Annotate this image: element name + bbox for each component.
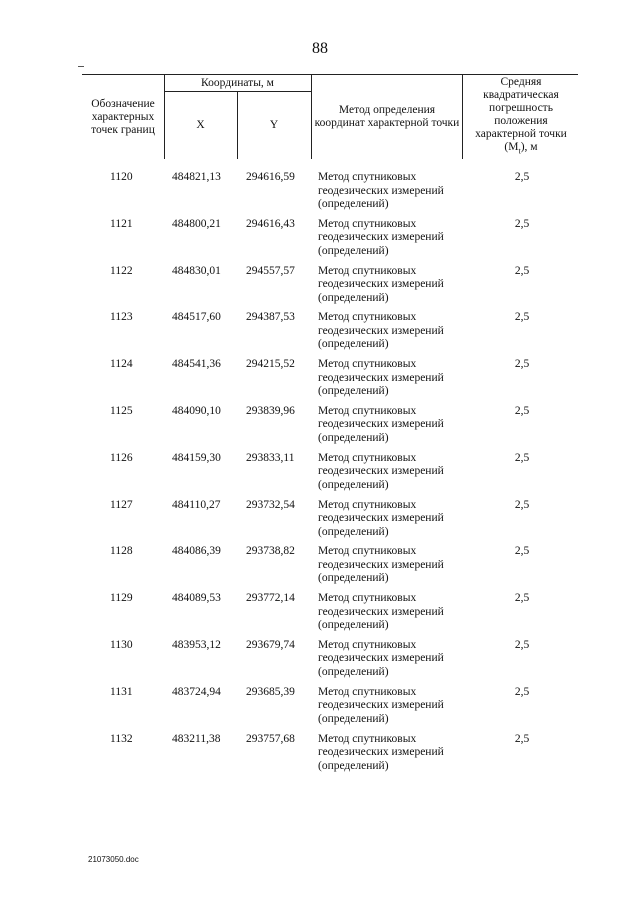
coord-x: 484800,21 <box>172 217 221 230</box>
margin-mark <box>78 66 84 67</box>
method: Метод спутниковых геодезических измерений (определений) <box>318 732 444 772</box>
table-row <box>82 218 578 265</box>
point-id: 1128 <box>110 545 133 558</box>
coord-x: 483211,38 <box>172 732 221 745</box>
method: Метод спутниковых геодезических измерений (определений) <box>318 217 444 257</box>
method: Метод спутниковых геодезических измерений (определений) <box>318 311 444 351</box>
method: Метод спутниковых геодезических измерений (определений) <box>318 592 444 632</box>
coord-x: 483953,12 <box>172 638 221 651</box>
error-value: 2,5 <box>514 592 530 605</box>
coord-x: 484159,30 <box>172 451 221 464</box>
coord-y: 294557,57 <box>246 264 295 277</box>
table-row <box>82 545 578 592</box>
method: Метод спутниковых геодезических измерений (определений) <box>318 171 444 210</box>
coord-y: 293679,74 <box>246 638 295 651</box>
coord-x: 484089,53 <box>172 592 221 605</box>
coord-x: 484090,10 <box>172 404 221 417</box>
header-error-text: Средняя квадратическая погрешность положения характерной точки $(M_t)$, м <box>475 76 567 156</box>
coord-y: 293732,54 <box>246 498 295 511</box>
error-value: 2,5 <box>514 685 530 698</box>
point-id: 1131 <box>110 685 133 698</box>
point-id: 1122 <box>110 264 133 277</box>
point-id: 1124 <box>110 358 133 371</box>
table-row <box>82 639 578 686</box>
table-body <box>82 171 578 779</box>
coord-y: 294616,59 <box>246 171 295 183</box>
table-row <box>82 686 578 733</box>
coord-y: 293685,39 <box>246 685 295 698</box>
method: Метод спутниковых геодезических измерений (определений) <box>318 404 444 444</box>
error-value: 2,5 <box>514 358 530 371</box>
header-coordinates: Координаты, м <box>201 76 274 89</box>
coord-y: 294616,43 <box>246 217 295 230</box>
point-id: 1130 <box>110 638 133 651</box>
table-row <box>82 499 578 546</box>
coord-y: 293833,11 <box>246 451 295 464</box>
coord-y: 293839,96 <box>246 404 295 417</box>
table-row <box>82 592 578 639</box>
header-designation: Обозначение характерных точек границ <box>91 97 155 136</box>
coord-x: 484517,60 <box>172 311 221 324</box>
method: Метод спутниковых геодезических измерений (определений) <box>318 685 444 725</box>
method: Метод спутниковых геодезических измерений (определений) <box>318 545 444 585</box>
error-value: 2,5 <box>514 638 530 651</box>
coord-y: 293738,82 <box>246 545 295 558</box>
point-id: 1129 <box>110 592 133 605</box>
point-id: 1121 <box>110 217 133 230</box>
error-value: 2,5 <box>514 171 530 183</box>
coord-y: 294387,53 <box>246 311 295 324</box>
coord-y: 293772,14 <box>246 592 295 605</box>
table-row <box>82 171 578 218</box>
coord-x: 483724,94 <box>172 685 221 698</box>
header-x: X <box>196 118 205 131</box>
error-value: 2,5 <box>514 217 530 230</box>
header-method: Метод определения координат характерной точки <box>314 104 460 129</box>
method: Метод спутниковых геодезических измерений (определений) <box>318 638 444 678</box>
header-divider <box>311 75 312 159</box>
point-id: 1125 <box>110 404 133 417</box>
method: Метод спутниковых геодезических измерений (определений) <box>318 498 444 538</box>
header-divider <box>462 75 463 159</box>
error-value: 2,5 <box>514 732 530 745</box>
table-row <box>82 452 578 499</box>
header-error <box>464 75 578 159</box>
table-row <box>82 311 578 358</box>
method: Метод спутниковых геодезических измерений (определений) <box>318 451 444 491</box>
footer-filename: 21073050.doc <box>88 855 139 864</box>
error-value: 2,5 <box>514 404 530 417</box>
coord-y: 293757,68 <box>246 732 295 745</box>
coord-x: 484541,36 <box>172 358 221 371</box>
error-value: 2,5 <box>514 311 530 324</box>
coord-x: 484821,13 <box>172 171 221 183</box>
page-number: 88 <box>312 40 328 57</box>
table-row <box>82 733 578 780</box>
table-row <box>82 358 578 405</box>
error-value: 2,5 <box>514 498 530 511</box>
error-value: 2,5 <box>514 545 530 558</box>
error-value: 2,5 <box>514 451 530 464</box>
point-id: 1132 <box>110 732 133 745</box>
coord-x: 484086,39 <box>172 545 221 558</box>
table-header <box>82 74 578 159</box>
table-row <box>82 405 578 452</box>
coord-x: 484830,01 <box>172 264 221 277</box>
method: Метод спутниковых геодезических измерений (определений) <box>318 264 444 304</box>
point-id: 1127 <box>110 498 133 511</box>
point-id: 1126 <box>110 451 133 464</box>
point-id: 1120 <box>110 171 133 183</box>
coord-x: 484110,27 <box>172 498 221 511</box>
coord-y: 294215,52 <box>246 358 295 371</box>
method: Метод спутниковых геодезических измерений (определений) <box>318 358 444 398</box>
point-id: 1123 <box>110 311 133 324</box>
error-value: 2,5 <box>514 264 530 277</box>
table-row <box>82 265 578 312</box>
header-y: Y <box>269 118 279 131</box>
